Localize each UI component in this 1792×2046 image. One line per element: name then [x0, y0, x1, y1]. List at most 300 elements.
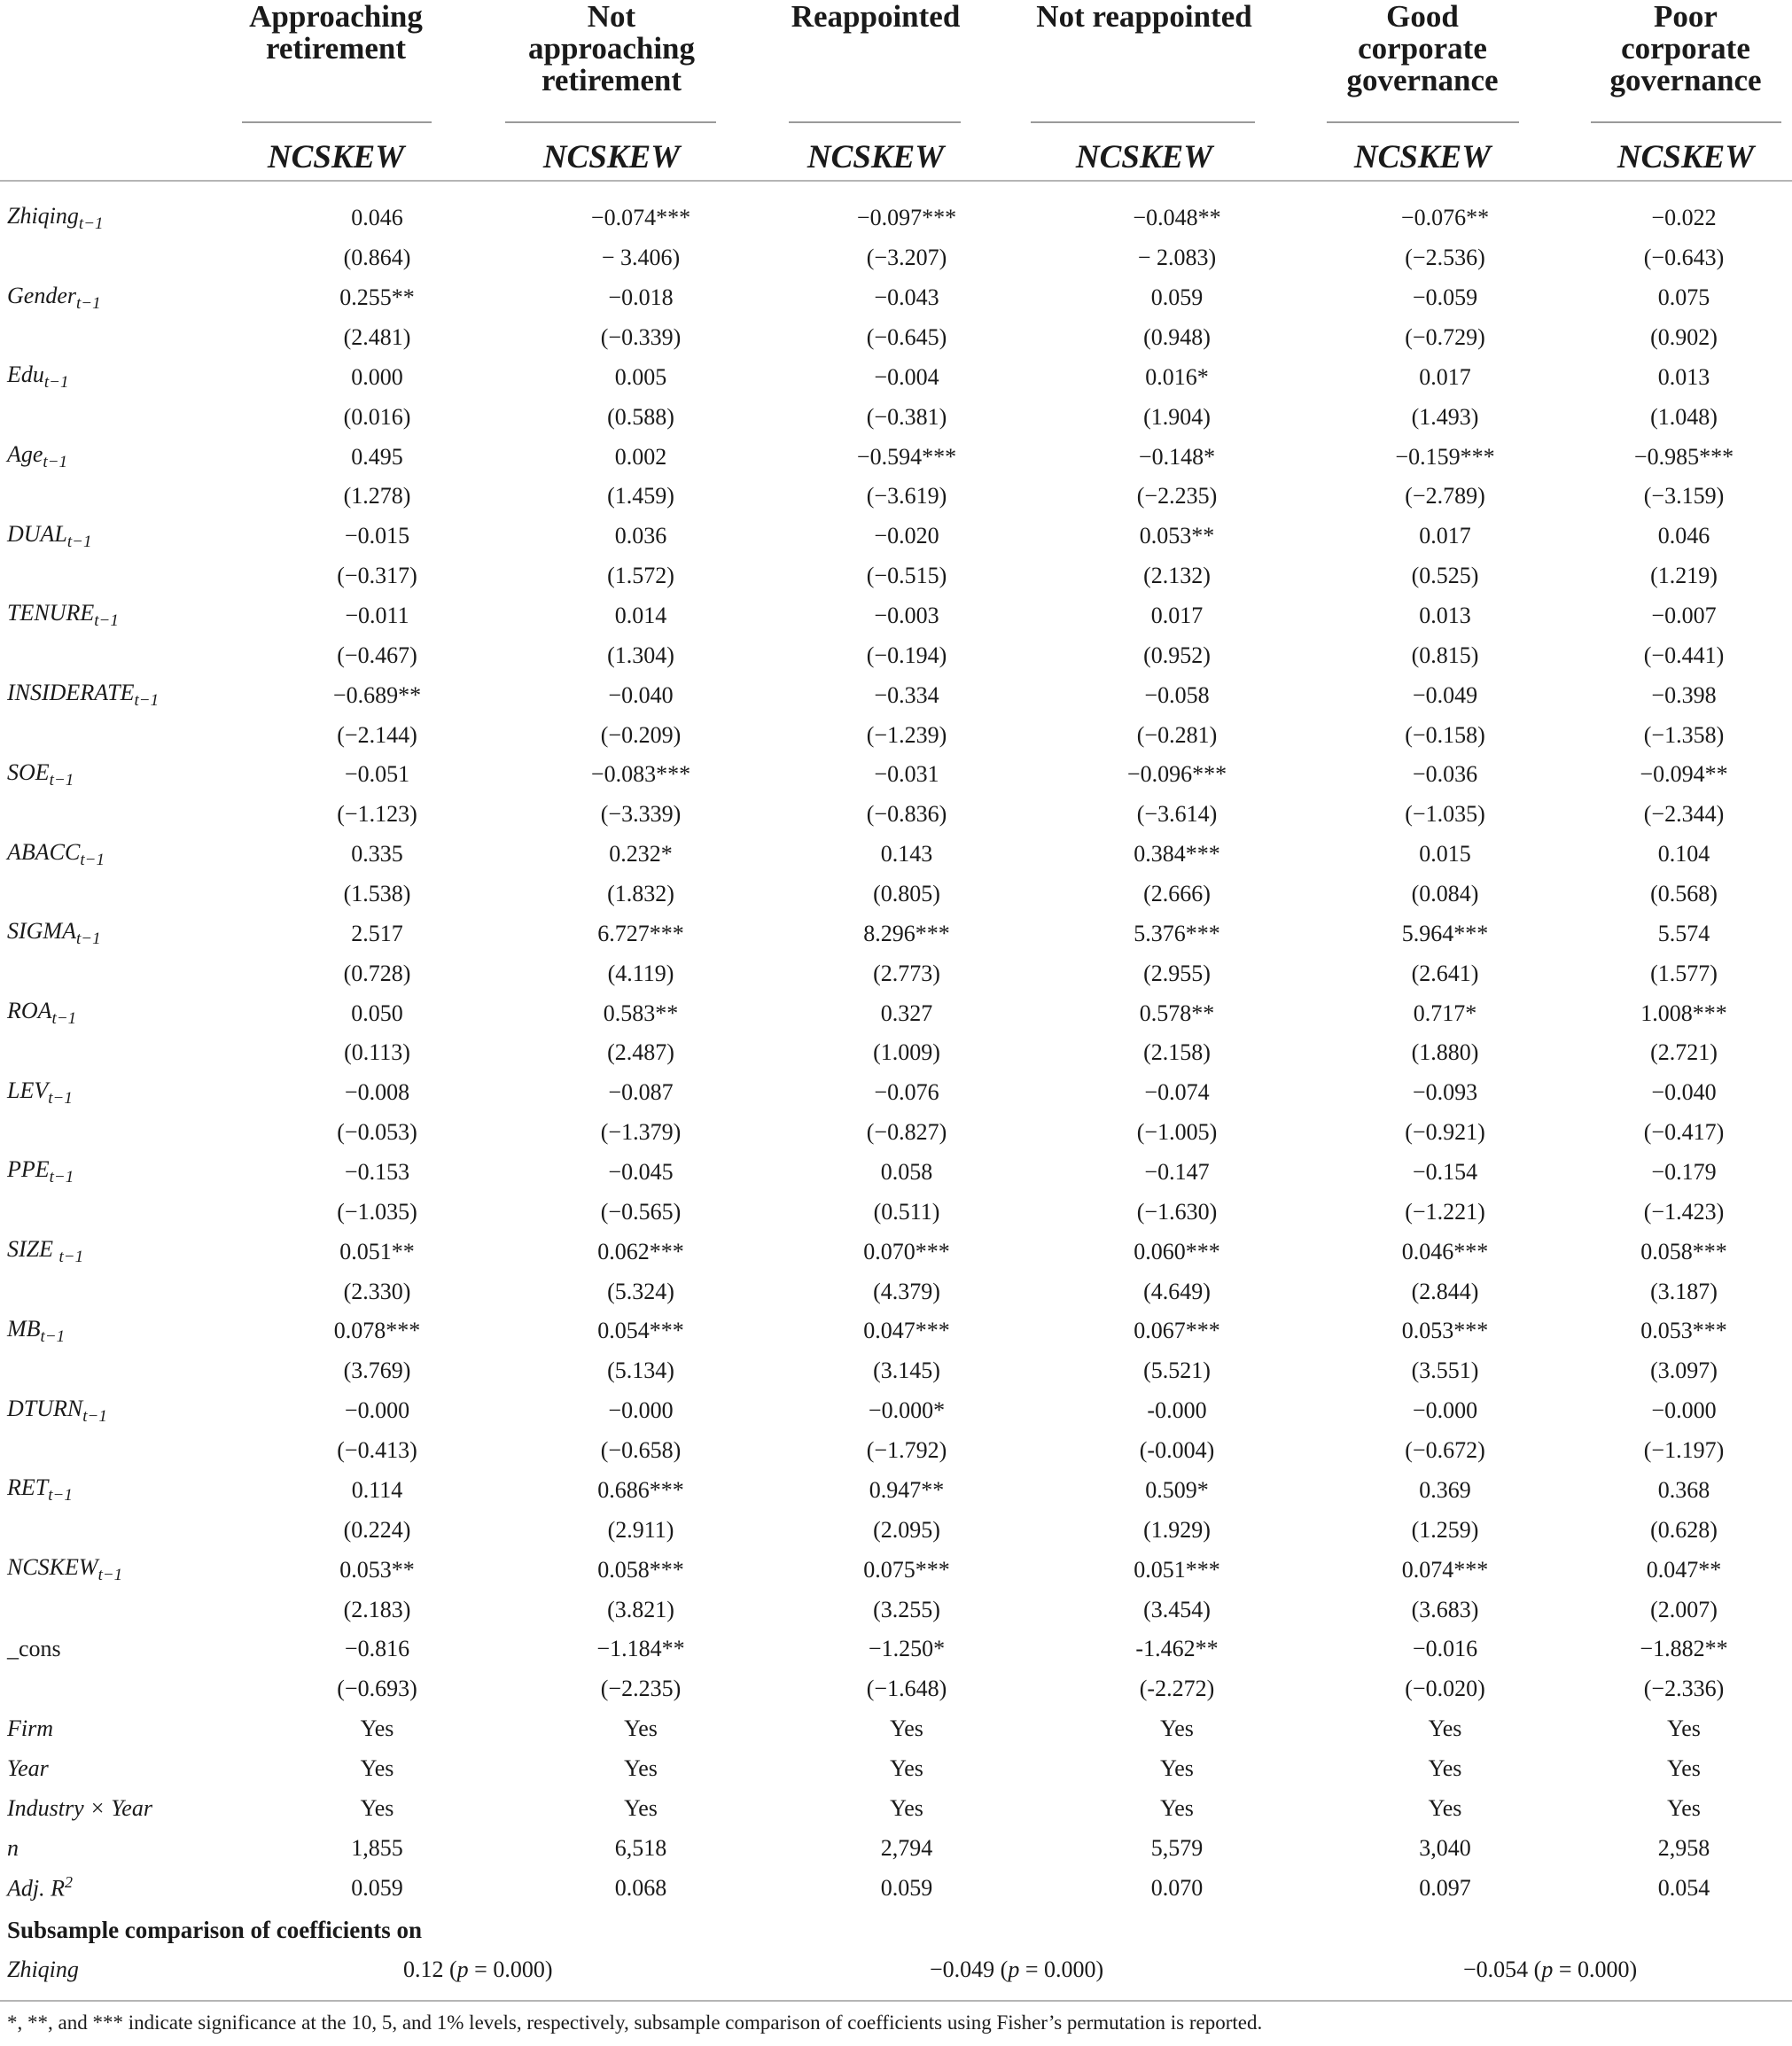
table-cell: (−2.344) [1643, 801, 1725, 828]
footer-rule [0, 2000, 1792, 2002]
table-cell: (−1.123) [337, 801, 417, 828]
table-cell: −0.594*** [856, 443, 957, 470]
t-stat-row [0, 397, 1792, 437]
table-cell: (−0.515) [866, 563, 947, 589]
table-cell: (−0.381) [866, 403, 947, 430]
table-cell: (3.551) [1411, 1358, 1479, 1384]
column-header-line: Poor [1654, 0, 1718, 34]
row-label [0, 278, 246, 318]
table-row [0, 1749, 1792, 1789]
column-header-line: governance [1609, 63, 1762, 97]
table-cell: (1.577) [1650, 960, 1718, 986]
table-cell: 0.495 [351, 443, 403, 470]
row-label [0, 318, 246, 358]
variable-name: Zhiqing [7, 202, 79, 229]
row-label [0, 1113, 246, 1153]
variable-name: SIZE [7, 1236, 59, 1263]
variable-subscript: t−1 [48, 1088, 73, 1108]
variable-name: _cons [7, 1636, 61, 1662]
dependent-variable-label: NCSKEW [1075, 139, 1213, 175]
table-cell: (−0.317) [337, 563, 417, 589]
table-cell: 0.059 [1150, 284, 1204, 311]
table-cell: Yes [1160, 1754, 1194, 1781]
table-cell: −0.398 [1651, 681, 1717, 708]
variable-name: Firm [7, 1715, 53, 1742]
row-label [0, 755, 246, 795]
table-cell: (-2.272) [1139, 1676, 1215, 1702]
table-row [0, 278, 1792, 318]
table-cell: (−3.159) [1643, 483, 1725, 510]
variable-name: Gender [7, 282, 76, 308]
table-cell: 0.054 [1657, 1874, 1710, 1901]
table-cell: (0.016) [343, 403, 411, 430]
row-label [0, 1311, 246, 1351]
table-cell: -1.462** [1135, 1636, 1219, 1662]
table-cell: −0.087 [608, 1079, 674, 1106]
table-row [0, 755, 1792, 795]
variable-subscript: t−1 [51, 1009, 77, 1029]
variable-subscript: t−1 [43, 373, 69, 393]
variable-name: Edu [7, 362, 44, 388]
table-cell: −1.184** [596, 1636, 685, 1662]
table-row [0, 596, 1792, 636]
table-row [0, 835, 1792, 875]
row-label [0, 1630, 246, 1669]
table-cell: (−1.423) [1643, 1198, 1725, 1225]
table-footnote: *, **, and *** indicate significance at the 10, 5, and 1% levels, respectively, subsample comparison of coefficients using Fisher’s permutation is reported. [7, 2011, 1263, 2034]
table-cell: 0.097 [1419, 1874, 1471, 1901]
t-stat-row [0, 795, 1792, 835]
table-cell: 1,855 [351, 1834, 403, 1861]
table-cell: (1.538) [343, 881, 411, 907]
row-label [0, 1192, 246, 1232]
row-label [0, 1868, 246, 1908]
row-label [0, 1550, 246, 1590]
table-cell: (−0.417) [1643, 1119, 1725, 1146]
variable-name: DUAL [7, 520, 67, 547]
variable-name: DTURN [7, 1395, 83, 1421]
table-cell: (−1.630) [1136, 1198, 1218, 1225]
column-header-2 [465, 1, 758, 97]
table-cell: −0.015 [344, 523, 410, 549]
table-cell: −0.045 [608, 1159, 674, 1186]
row-label [0, 1828, 246, 1868]
variable-name: RET [7, 1474, 49, 1501]
row-label [0, 238, 246, 278]
table-cell: −0.018 [608, 284, 674, 311]
table-cell: 0.047** [1646, 1556, 1722, 1583]
table-cell: Yes [1160, 1794, 1194, 1821]
table-cell: (0.628) [1650, 1516, 1718, 1543]
table-cell: (4.649) [1143, 1278, 1211, 1304]
table-cell: (−0.693) [337, 1676, 417, 1702]
table-cell: (2.666) [1143, 881, 1211, 907]
table-cell: (2.095) [873, 1516, 940, 1543]
table-row [0, 1073, 1792, 1113]
row-label [0, 1471, 246, 1511]
table-cell: (1.832) [607, 881, 674, 907]
table-cell: −0.148* [1138, 443, 1216, 470]
column-header-line: governance [1346, 63, 1499, 97]
table-cell: Yes [1428, 1754, 1462, 1781]
variable-subscript: t−1 [80, 850, 105, 869]
table-cell: (−0.467) [337, 642, 417, 668]
table-cell: (−1.792) [866, 1437, 947, 1464]
t-stat-row [0, 1272, 1792, 1311]
table-cell: −0.074*** [590, 205, 691, 231]
table-cell: Yes [890, 1754, 923, 1781]
table-cell: (−0.836) [866, 801, 947, 828]
row-label [0, 1431, 246, 1471]
table-row [0, 437, 1792, 477]
row-label [0, 635, 246, 675]
table-cell: (1.048) [1650, 403, 1718, 430]
table-cell: −0.334 [874, 681, 939, 708]
header-bottom-rule [0, 180, 1792, 182]
table-cell: (-0.004) [1139, 1437, 1215, 1464]
row-label [0, 675, 246, 715]
table-cell: 0.051*** [1134, 1556, 1220, 1583]
table-cell: (2.955) [1143, 960, 1211, 986]
table-cell: −1.250* [868, 1636, 946, 1662]
table-cell: (−0.658) [600, 1437, 682, 1464]
table-cell: −0.003 [874, 603, 939, 629]
column-header-rule [1327, 121, 1519, 123]
table-cell: (−1.648) [866, 1676, 947, 1702]
table-cell: −0.689** [332, 681, 422, 708]
table-cell: 0.255** [339, 284, 415, 311]
table-cell: (−1.239) [866, 721, 947, 748]
column-header-line: Approaching [249, 0, 423, 34]
table-cell: −0.097*** [856, 205, 957, 231]
table-cell: (−1.035) [1405, 801, 1485, 828]
table-cell: 0.017 [1419, 363, 1471, 390]
table-cell: 0.368 [1657, 1476, 1710, 1503]
table-cell: 0.062*** [597, 1238, 684, 1264]
table-cell: 0.327 [880, 1000, 933, 1026]
table-cell: (0.815) [1411, 642, 1479, 668]
row-label [0, 556, 246, 596]
table-cell: (4.119) [607, 960, 674, 986]
table-cell: (2.183) [343, 1596, 411, 1622]
table-cell: −0.051 [344, 761, 410, 788]
column-header-3 [765, 1, 986, 33]
row-label [0, 1033, 246, 1073]
table-cell: (0.864) [343, 245, 411, 271]
table-cell: 0.053*** [1401, 1318, 1489, 1344]
table-row [0, 675, 1792, 715]
variable-subscript: t−1 [43, 453, 68, 472]
row-label [0, 1272, 246, 1311]
table-cell: Yes [624, 1794, 658, 1821]
table-cell: (0.113) [344, 1039, 410, 1066]
table-cell: −0.000 [1412, 1397, 1478, 1424]
variable-subscript: t−1 [134, 691, 160, 711]
table-cell: (5.521) [1143, 1358, 1211, 1384]
row-label [0, 1709, 246, 1749]
table-cell: 6,518 [614, 1834, 667, 1861]
table-cell: (2.132) [1143, 563, 1211, 589]
table-cell: (3.097) [1650, 1358, 1718, 1384]
table-cell: 0.067*** [1134, 1318, 1220, 1344]
table-cell: 0.046 [1657, 523, 1710, 549]
table-cell: −0.076 [874, 1079, 939, 1106]
table-cell: (−1.221) [1405, 1198, 1485, 1225]
comparison-value-2: −0.049 (p = 0.000) [930, 1957, 1104, 1982]
column-header-rule [242, 121, 432, 123]
column-header-line: Reappointed [791, 0, 961, 34]
t-stat-row [0, 318, 1792, 358]
table-cell: −0.985*** [1633, 443, 1734, 470]
variable-subscript: t−1 [75, 930, 101, 949]
table-cell: 0.002 [614, 443, 667, 470]
comparison-value-1: 0.12 (p = 0.000) [403, 1957, 553, 1982]
row-label [0, 198, 246, 238]
row-label [0, 835, 246, 875]
t-stat-row [0, 1431, 1792, 1471]
row-label [0, 953, 246, 993]
dependent-variable-label: NCSKEW [1617, 139, 1755, 175]
table-cell: (0.084) [1411, 881, 1479, 907]
table-cell: 2,958 [1657, 1834, 1710, 1861]
row-label [0, 1153, 246, 1193]
table-cell: −0.000 [608, 1397, 674, 1424]
table-cell: −0.094** [1640, 761, 1728, 788]
variable-subscript: t−1 [94, 611, 119, 631]
table-cell: 0.005 [614, 363, 667, 390]
table-cell: 0.717* [1413, 1000, 1477, 1026]
table-cell: −0.083*** [590, 761, 691, 788]
row-label [0, 715, 246, 755]
table-cell: (−0.413) [337, 1437, 417, 1464]
dependent-variable-label: NCSKEW [542, 139, 681, 175]
column-header-rule [1591, 121, 1781, 123]
column-header-line: approaching [527, 31, 696, 66]
table-cell: (1.459) [607, 483, 674, 510]
column-header-line: corporate [1358, 31, 1487, 66]
table-cell: −0.179 [1651, 1159, 1717, 1186]
table-cell: (1.219) [1650, 563, 1718, 589]
table-cell: 0.050 [351, 1000, 403, 1026]
table-row [0, 1828, 1792, 1868]
table-cell: 0.232* [609, 841, 673, 867]
table-cell: −0.159*** [1395, 443, 1495, 470]
table-cell: (−0.643) [1643, 245, 1725, 271]
t-stat-row [0, 1113, 1792, 1153]
table-cell: (2.158) [1143, 1039, 1211, 1066]
row-label [0, 357, 246, 397]
table-cell: (2.844) [1411, 1278, 1479, 1304]
table-cell: (2.481) [343, 324, 411, 350]
table-cell: (−1.197) [1643, 1437, 1725, 1464]
table-cell: (−0.672) [1405, 1437, 1485, 1464]
table-cell: 0.053** [339, 1556, 415, 1583]
table-cell: Yes [360, 1754, 394, 1781]
table-cell: Yes [360, 1794, 394, 1821]
row-label [0, 596, 246, 636]
variable-subscript: t−1 [82, 1406, 107, 1426]
variable-subscript: t−1 [58, 1248, 84, 1267]
table-cell: 2,794 [880, 1834, 933, 1861]
row-label [0, 517, 246, 556]
column-header-line: retirement [265, 31, 407, 66]
table-cell: Yes [1667, 1754, 1701, 1781]
table-cell: 0.075*** [863, 1556, 950, 1583]
table-row [0, 517, 1792, 556]
column-header-line: corporate [1621, 31, 1750, 66]
table-cell: 0.369 [1419, 1476, 1471, 1503]
row-label [0, 397, 246, 437]
table-cell: (−3.614) [1136, 801, 1218, 828]
table-cell: 0.335 [351, 841, 403, 867]
table-cell: (0.952) [1143, 642, 1211, 668]
table-cell: (−0.209) [600, 721, 682, 748]
table-cell: 0.143 [880, 841, 933, 867]
table-row [0, 1788, 1792, 1828]
table-row [0, 357, 1792, 397]
row-label [0, 477, 246, 517]
variable-name: MB [7, 1315, 41, 1342]
table-cell: 0.583** [603, 1000, 679, 1026]
table-cell: Yes [1428, 1794, 1462, 1821]
table-cell: 0.509* [1145, 1476, 1209, 1503]
table-cell: 5.964*** [1401, 920, 1489, 946]
table-row [0, 1630, 1792, 1669]
table-row [0, 1550, 1792, 1590]
table-cell: Yes [1667, 1794, 1701, 1821]
table-cell: (2.007) [1650, 1596, 1718, 1622]
variable-name: ROA [7, 998, 52, 1024]
table-cell: 0.058 [880, 1159, 933, 1186]
table-cell: 0.058*** [1640, 1238, 1727, 1264]
table-cell: −0.153 [344, 1159, 410, 1186]
comparison-title: Subsample comparison of coefficients on [7, 1917, 422, 1943]
row-label [0, 1788, 246, 1828]
table-cell: Yes [890, 1715, 923, 1742]
table-cell: (1.880) [1411, 1039, 1479, 1066]
table-cell: −0.004 [874, 363, 939, 390]
table-row [0, 1868, 1792, 1908]
table-cell: −0.016 [1412, 1636, 1478, 1662]
table-cell: 0.053*** [1640, 1318, 1727, 1344]
table-cell: 0.046*** [1401, 1238, 1489, 1264]
table-cell: −0.031 [874, 761, 939, 788]
table-cell: (1.259) [1411, 1516, 1479, 1543]
variable-subscript: t−1 [97, 1566, 123, 1585]
table-cell: −0.154 [1412, 1159, 1478, 1186]
table-cell: Yes [1160, 1715, 1194, 1742]
table-cell: 6.727*** [597, 920, 684, 946]
table-cell: 0.013 [1419, 603, 1471, 629]
table-cell: 0.014 [614, 603, 667, 629]
table-cell: 0.578** [1139, 1000, 1215, 1026]
table-cell: (−0.020) [1405, 1676, 1485, 1702]
table-cell: 0.015 [1419, 841, 1471, 867]
table-cell: (3.821) [607, 1596, 674, 1622]
variable-name: NCSKEW [7, 1554, 98, 1581]
table-cell: 0.054*** [597, 1318, 684, 1344]
table-cell: (1.493) [1411, 403, 1479, 430]
table-cell: (3.454) [1143, 1596, 1211, 1622]
table-cell: 0.059 [880, 1874, 933, 1901]
table-cell: (2.773) [873, 960, 940, 986]
table-cell: 0.074*** [1401, 1556, 1489, 1583]
variable-subscript: t−1 [49, 771, 74, 790]
table-row [0, 198, 1792, 238]
table-row [0, 1709, 1792, 1749]
variable-name: PPE [7, 1156, 50, 1183]
table-cell: 3,040 [1419, 1834, 1471, 1861]
variable-name: SOE [7, 758, 50, 785]
variable-subscript: t−1 [49, 1168, 74, 1187]
table-cell: −0.000* [868, 1397, 946, 1424]
table-cell: 0.053** [1139, 523, 1215, 549]
column-header-rule [789, 121, 961, 123]
table-cell: (−0.194) [866, 642, 947, 668]
table-cell: −0.816 [344, 1636, 410, 1662]
table-cell: (−1.035) [337, 1198, 417, 1225]
row-label [0, 1590, 246, 1630]
table-cell: (−3.339) [600, 801, 682, 828]
column-header-line: Not [587, 0, 636, 34]
row-label [0, 1232, 246, 1272]
table-cell: −1.882** [1640, 1636, 1728, 1662]
variable-name: LEV [7, 1077, 49, 1103]
table-cell: −0.008 [344, 1079, 410, 1106]
table-row [0, 1153, 1792, 1193]
regression-table [0, 198, 1792, 1908]
table-cell: (0.525) [1411, 563, 1479, 589]
table-cell: (2.641) [1411, 960, 1479, 986]
table-cell: 0.000 [351, 363, 403, 390]
table-cell: 5.376*** [1134, 920, 1220, 946]
comparison-variable: Zhiqing [7, 1957, 79, 1982]
row-label [0, 993, 246, 1033]
t-stat-row [0, 1192, 1792, 1232]
table-cell: 0.051** [339, 1238, 415, 1264]
table-cell: (−0.281) [1136, 721, 1218, 748]
t-stat-row [0, 1590, 1792, 1630]
table-cell: (−1.005) [1136, 1119, 1218, 1146]
table-cell: (−0.921) [1405, 1119, 1485, 1146]
variable-subscript: t−1 [40, 1327, 66, 1347]
table-cell: − 2.083) [1137, 245, 1217, 271]
table-cell: (−0.441) [1643, 642, 1725, 668]
table-cell: (1.904) [1143, 403, 1211, 430]
table-cell: −0.011 [345, 603, 409, 629]
table-cell: −0.040 [1651, 1079, 1717, 1106]
row-label [0, 1351, 246, 1391]
row-label [0, 1669, 246, 1709]
table-row [0, 1232, 1792, 1272]
comparison-value-3: −0.054 (p = 0.000) [1463, 1957, 1638, 1982]
table-cell: (−2.235) [1136, 483, 1218, 510]
table-cell: −0.040 [608, 681, 674, 708]
table-cell: −0.043 [874, 284, 939, 311]
table-row [0, 914, 1792, 953]
table-cell: (0.902) [1650, 324, 1718, 350]
table-cell: 0.075 [1657, 284, 1710, 311]
table-cell: (−3.207) [866, 245, 947, 271]
table-cell: 0.070*** [863, 1238, 950, 1264]
column-header-line: Not reappointed [1036, 0, 1252, 34]
table-cell: (2.911) [607, 1516, 674, 1543]
column-header-rule [505, 121, 716, 123]
table-cell: (0.948) [1143, 324, 1211, 350]
column-header-rule [1031, 121, 1255, 123]
table-cell: −0.036 [1412, 761, 1478, 788]
table-cell: −0.074 [1144, 1079, 1210, 1106]
